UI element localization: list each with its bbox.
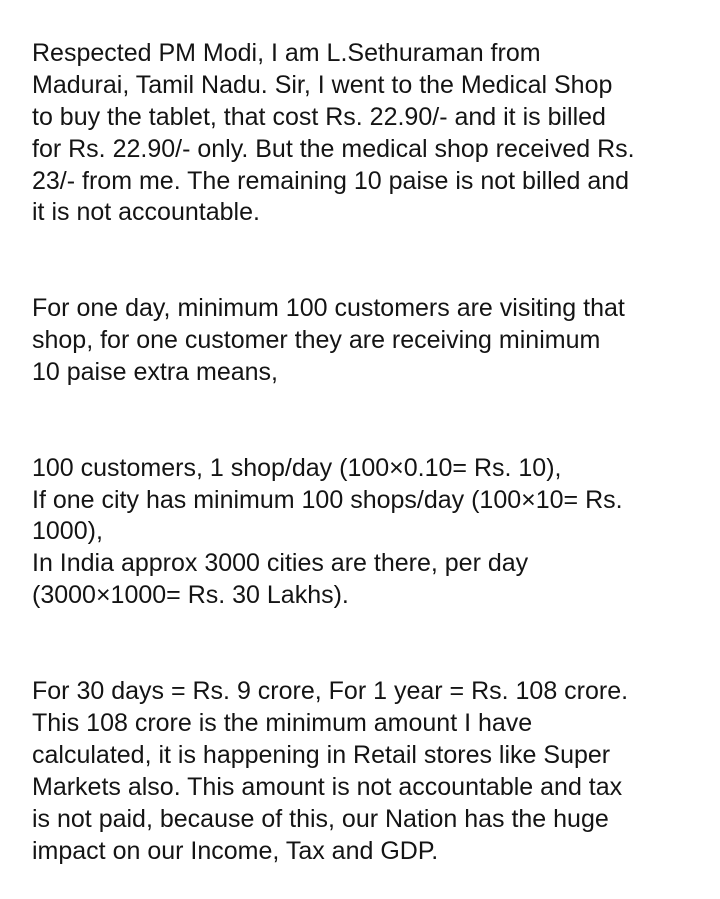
paragraph-complaint: Respected PM Modi, I am L.Sethuraman from Madurai, Tamil Nadu. Sir, I went to the Medical Shop to buy the tablet, that cost Rs. 22.90/- and it is billed for Rs. 22.90/- only. But the medical shop received Rs. 23/- from me. The remaining 10 paise is not billed and it is not accountable. — [32, 38, 635, 227]
paragraph-conclusion: For 30 days = Rs. 9 crore, For 1 year = Rs. 108 crore. This 108 crore is the minimum amount I have calculated, it is happening in Retail stores like Super Markets also. This amount is not accountable and tax is not paid, because of this, our Nation has the huge impact on our Income, Tax and GDP. — [32, 676, 629, 865]
paragraph-daily-customers: For one day, minimum 100 customers are visiting that shop, for one customer they are receiving minimum 10 paise extra means, — [32, 294, 625, 386]
paragraph-calculation: 100 customers, 1 shop/day (100×0.10= Rs. 10), If one city has minimum 100 shops/day (100×10= Rs. 1000), In India approx 3000 cities are there, per day (3000×1000= Rs. 30 Lakhs). — [32, 453, 623, 610]
